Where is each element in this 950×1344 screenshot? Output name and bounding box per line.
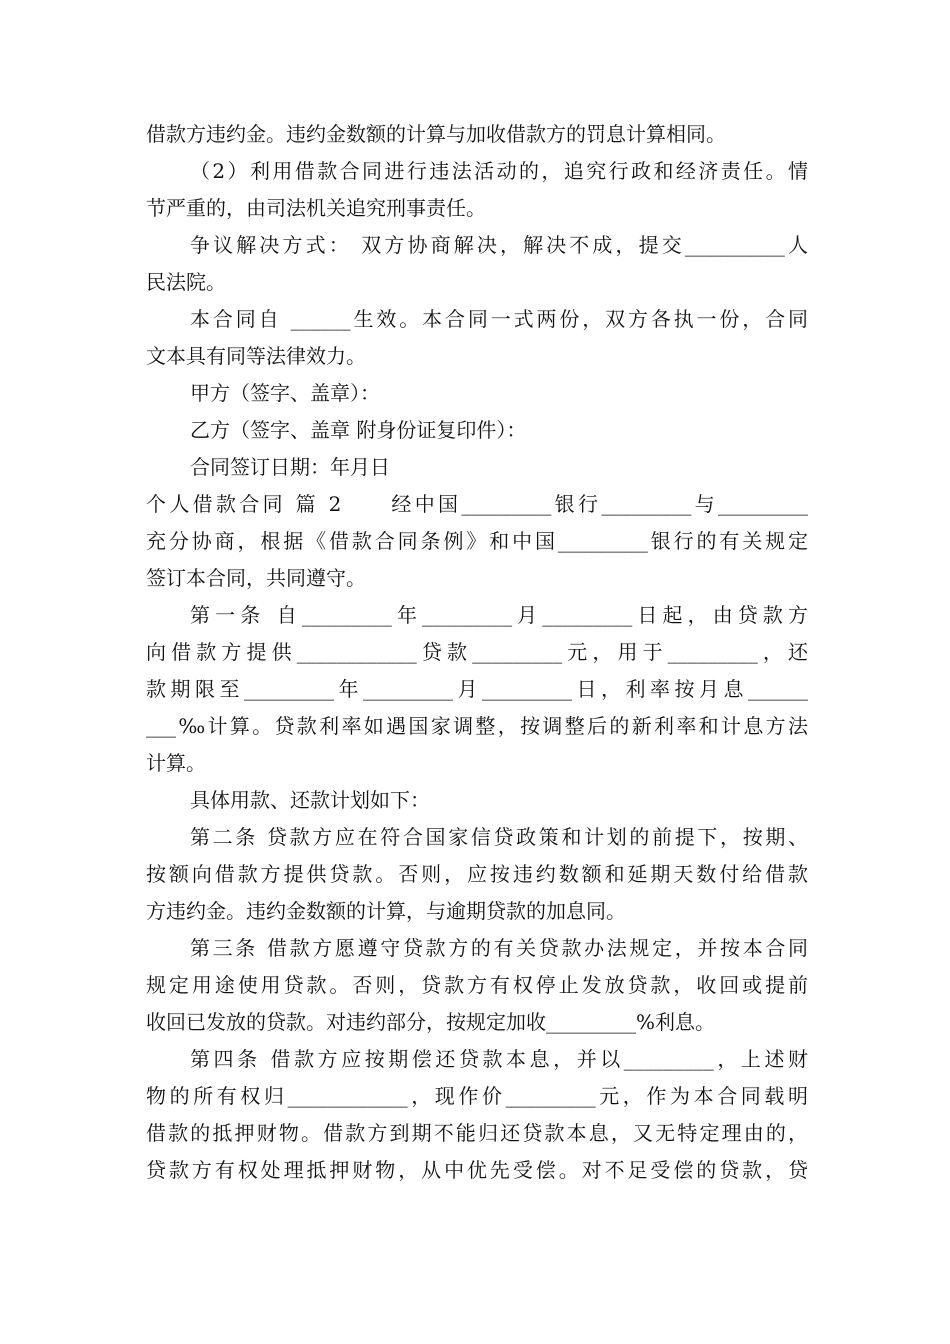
text-line: 向借款方提供____________贷款_________元，用于_________，还 [146,640,808,664]
text-line: 借款的抵押财物。借款方到期不能归还贷款本息，又无特定理由的， [146,1121,808,1145]
text-line: 物的所有权归____________，现作价_________元，作为本合同载明 [146,1084,808,1108]
text-line: 方违约金。违约金数额的计算，与逾期贷款的加息同。 [146,899,626,923]
text-line: 民法院。 [146,270,226,294]
text-line: 甲方（签字、盖章）： [190,381,380,405]
text-line: 第一条 自_________年_________月_________日起，由贷款方 [190,603,808,627]
text-line: 贷款方有权处理抵押财物，从中优先受偿。对不足受偿的贷款，贷 [146,1158,808,1182]
document-page [146,116,808,1189]
text-line: 具体用款、还款计划如下： [190,788,430,812]
text-line: 文本具有同等法律效力。 [146,344,366,368]
text-line: 本合同自 ______生效。本合同一式两份，双方各执一份，合同 [190,307,808,331]
text-line: 合同签订日期：年月日 [190,455,390,479]
text-line: 计算。 [146,751,206,775]
text-line: 充分协商，根据《借款合同条例》和中国_________银行的有关规定 [146,529,808,553]
text-line: 收回已发放的贷款。对违约部分，按规定加收_________%利息。 [146,1010,716,1034]
text-line: 第二条 贷款方应在符合国家信贷政策和计划的前提下，按期、 [190,825,808,849]
text-line: 款期限至_________年_________月_________日，利率按月息______ [146,677,808,701]
text-line: 按额向借款方提供贷款。否则，应按违约数额和延期天数付给借款 [146,862,808,886]
section-heading-line: 个人借款合同 篇 2 经中国_________银行_________与_________ [146,492,808,516]
text-line: 借款方违约金。违约金数额的计算与加收借款方的罚息计算相同。 [146,122,726,146]
text-line: 第三条 借款方愿遵守贷款方的有关贷款办法规定，并按本合同 [190,936,808,960]
text-line: 节严重的，由司法机关追究刑事责任。 [146,196,486,220]
text-line: 规定用途使用贷款。否则，贷款方有权停止发放贷款，收回或提前 [146,973,808,997]
text-line: 争议解决方式： 双方协商解决，解决不成，提交__________人 [190,233,808,257]
text-line: 签订本合同，共同遵守。 [146,566,366,590]
text-line: ___‰计算。贷款利率如遇国家调整，按调整后的新利率和计息方法 [146,714,808,738]
text-line: 第四条 借款方应按期偿还贷款本息，并以_________，上述财 [190,1047,808,1071]
text-line: （2）利用借款合同进行违法活动的，追究行政和经济责任。情 [190,159,808,183]
text-line: 乙方（签字、盖章 附身份证复印件）： [190,418,527,442]
